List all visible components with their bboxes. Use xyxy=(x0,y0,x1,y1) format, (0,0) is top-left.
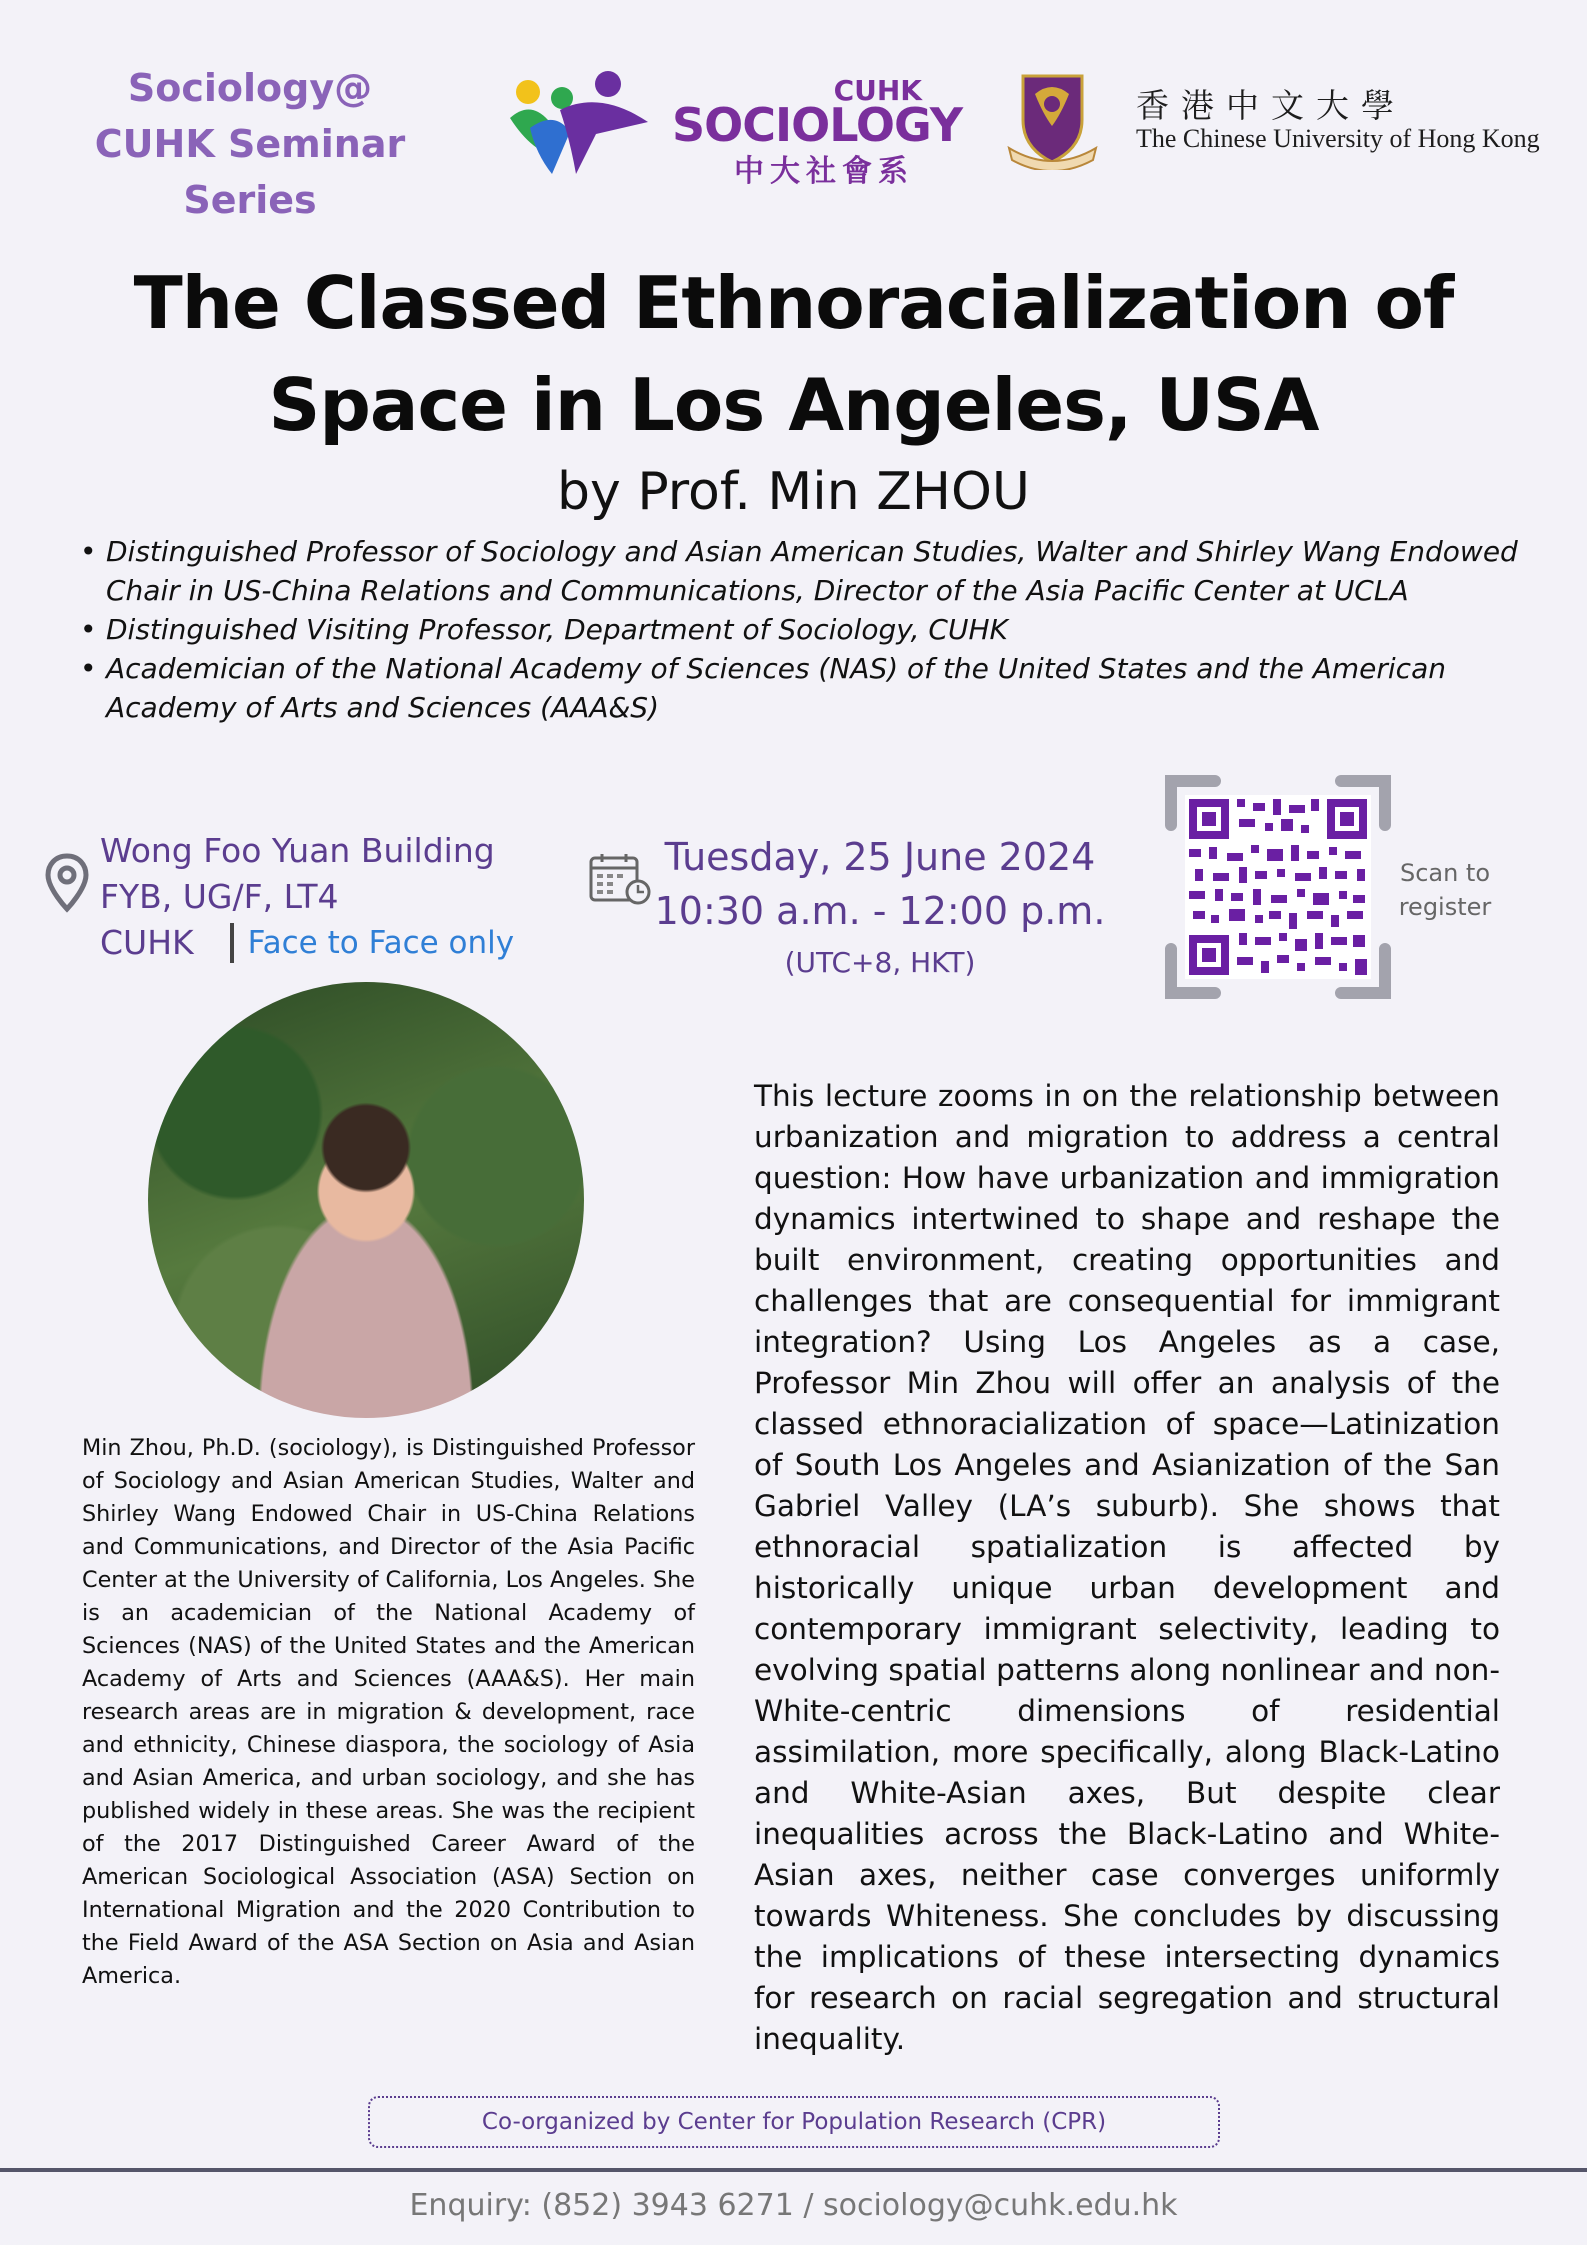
university-name-english: The Chinese University of Hong Kong xyxy=(1136,124,1540,153)
venue-room: FYB, UG/F, LT4 xyxy=(100,877,339,916)
venue-info xyxy=(100,828,514,966)
qr-caption: Scan to register xyxy=(1398,859,1492,921)
credential-item: • Distinguished Professor of Sociology and Asian American Studies, Walter and Shirley Wang Endowed Chair in US-China Relations and Communications, Director of the Asia Pacific Center at UCLA xyxy=(80,532,1520,610)
registration-qr-code[interactable] xyxy=(1165,775,1391,999)
people-logo-icon xyxy=(500,70,650,180)
coorganizer-box: Co-organized by Center for Population Research (CPR) xyxy=(368,2096,1220,2148)
speaker-photo xyxy=(148,982,584,1418)
lecture-abstract: This lecture zooms in on the relationship between urbanization and migration to address a central question: How have urbanization and immigration dynamics intertwined to shape and reshape the built environment, creating opportunities and challenges that are consequential for immigrant integration? Using Los Angeles as a case, Professor Min Zhou will offer an analysis of the classed ethnoracialization of space—Latinization of South Los Angeles and Asianization of the San Gabriel Valley (LA’s suburb). She shows that ethnoracial spatialization is affected by historically unique urban development and contemporary immigrant selectivity, leading to evolving spatial patterns along nonlinear and non-White-centric dimensions of residential assimilation, more specifically, along Black-Latino and White-Asian axes, But despite clear inequalities across the Black-Latino and White-Asian axes, neither case converges uniformly towards Whiteness. She concludes by discussing the implications of these intersecting dynamics for research on racial segregation and structural inequality. xyxy=(754,1079,1500,2056)
event-timezone: (UTC+8, HKT) xyxy=(784,946,976,979)
speaker-bio: Min Zhou, Ph.D. (sociology), is Distinguished Professor of Sociology and Asian American Studies, Walter and Shirley Wang Endowed Chair in US-China Relations and Communications, and Director of the Asia Pacific Center at the University of California, Los Angeles. She is an academician of the National Academy of Sciences (NAS) of the United States and the American Academy of Arts and Sciences (AAA&S). Her main research areas are in migration & development, race and ethnicity, Chinese diaspora, the sociology of Asia and Asian America, and urban sociology, and she has published widely in these areas. She was the recipient of the 2017 Distinguished Career Award of the American Sociological Association (ASA) Section on International Migration and the 2020 Contribution to the Field Award of the ASA Section on Asia and Asian America. xyxy=(82,1435,695,1989)
venue-separator xyxy=(230,923,234,963)
venue-campus: CUHK xyxy=(100,923,194,962)
cuhk-crest-icon xyxy=(1005,70,1100,170)
event-time: 10:30 a.m. - 12:00 p.m. xyxy=(654,889,1106,933)
credential-item: • Academician of the National Academy of Sciences (NAS) of the United States and the American Academy of Arts and Sciences (AAA&S) xyxy=(80,649,1520,727)
seminar-series-title: Sociology@ CUHK Seminar Series xyxy=(94,66,406,222)
footer-divider xyxy=(0,2168,1587,2172)
venue-building: Wong Foo Yuan Building xyxy=(100,831,495,870)
lecture-title: The Classed Ethnoracialization of Space in Los Angeles, USA xyxy=(133,261,1454,447)
credential-item: • Distinguished Visiting Professor, Department of Sociology, CUHK xyxy=(80,610,1520,649)
enquiry-contact: Enquiry: (852) 3943 6271 / sociology@cuhk.edu.hk xyxy=(409,2188,1178,2223)
attendance-mode: Face to Face only xyxy=(247,925,515,961)
university-name-chinese: 香港中文大學 xyxy=(1136,86,1406,125)
speaker-name: by Prof. Min ZHOU xyxy=(557,462,1030,522)
event-date: Tuesday, 25 June 2024 xyxy=(664,835,1096,879)
speaker-credentials xyxy=(80,532,1520,727)
sociology-department-logo: CUHK SOCIOLOGY 中大社會系 xyxy=(672,74,963,189)
location-pin-icon xyxy=(44,853,90,913)
event-datetime xyxy=(640,830,1120,988)
